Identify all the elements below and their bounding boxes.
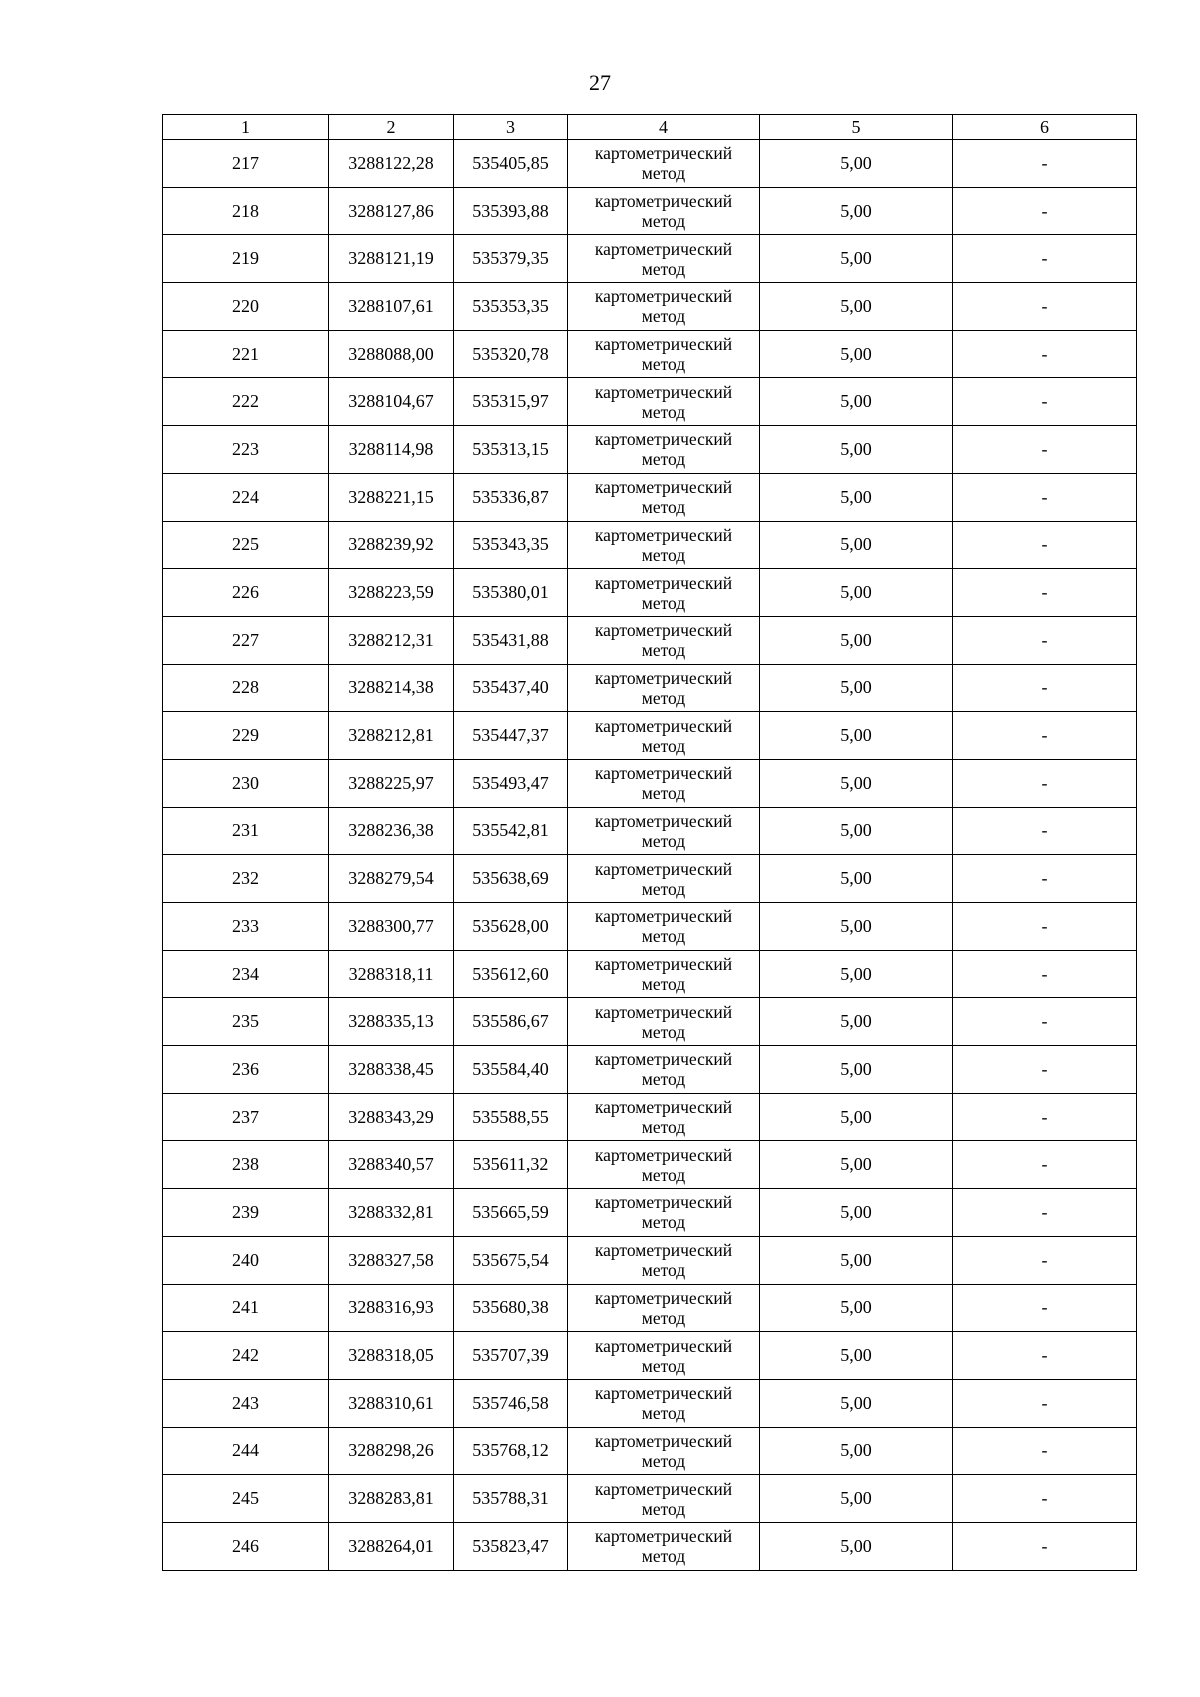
method-line-1: картометрический (594, 1240, 733, 1261)
note-cell: - (953, 1284, 1137, 1332)
accuracy-cell: 5,00 (760, 998, 953, 1046)
y-coordinate-cell: 535542,81 (454, 807, 568, 855)
y-coordinate-cell: 535588,55 (454, 1093, 568, 1141)
note-cell: - (953, 616, 1137, 664)
column-header: 1 (163, 115, 329, 140)
x-coordinate-cell: 3288107,61 (329, 283, 454, 331)
table-row (163, 1046, 1137, 1094)
method-line-1: картометрический (594, 1097, 733, 1118)
method-cell (568, 426, 760, 474)
method-line-1: картометрический (594, 429, 733, 450)
point-number-cell: 219 (163, 235, 329, 283)
y-coordinate-cell: 535707,39 (454, 1332, 568, 1380)
method-line-1: картометрический (594, 620, 733, 641)
point-number-cell: 237 (163, 1093, 329, 1141)
y-coordinate-cell: 535320,78 (454, 330, 568, 378)
method-cell (568, 1236, 760, 1284)
method-cell (568, 1046, 760, 1094)
accuracy-cell: 5,00 (760, 712, 953, 760)
note-cell: - (953, 1236, 1137, 1284)
x-coordinate-cell: 3288127,86 (329, 187, 454, 235)
accuracy-cell: 5,00 (760, 235, 953, 283)
point-number-cell: 224 (163, 473, 329, 521)
method-line-2: метод (641, 544, 686, 565)
point-number-cell: 241 (163, 1284, 329, 1332)
accuracy-cell: 5,00 (760, 759, 953, 807)
note-cell: - (953, 807, 1137, 855)
y-coordinate-cell: 535315,97 (454, 378, 568, 426)
method-line-2: метод (641, 1117, 686, 1138)
point-number-cell: 227 (163, 616, 329, 664)
x-coordinate-cell: 3288212,31 (329, 616, 454, 664)
table-row (163, 1236, 1137, 1284)
point-number-cell: 229 (163, 712, 329, 760)
method-line-2: метод (641, 1069, 686, 1090)
table-row (163, 807, 1137, 855)
x-coordinate-cell: 3288279,54 (329, 855, 454, 903)
method-cell (568, 807, 760, 855)
method-line-1: картометрический (594, 143, 733, 164)
table-row (163, 759, 1137, 807)
method-line-1: картометрический (594, 1478, 733, 1499)
accuracy-cell: 5,00 (760, 521, 953, 569)
x-coordinate-cell: 3288310,61 (329, 1379, 454, 1427)
x-coordinate-cell: 3288338,45 (329, 1046, 454, 1094)
method-line-2: метод (641, 497, 686, 518)
point-number-cell: 223 (163, 426, 329, 474)
method-cell (568, 1189, 760, 1237)
method-line-2: метод (641, 449, 686, 470)
method-line-1: картометрический (594, 1144, 733, 1165)
note-cell: - (953, 140, 1137, 188)
method-line-1: картометрический (594, 1287, 733, 1308)
point-number-cell: 228 (163, 664, 329, 712)
note-cell: - (953, 521, 1137, 569)
method-line-2: метод (641, 1355, 686, 1376)
accuracy-cell: 5,00 (760, 569, 953, 617)
method-line-1: картометрический (594, 667, 733, 688)
method-line-2: метод (641, 1498, 686, 1519)
table-row (163, 1332, 1137, 1380)
method-line-2: метод (641, 830, 686, 851)
y-coordinate-cell: 535586,67 (454, 998, 568, 1046)
point-number-cell: 242 (163, 1332, 329, 1380)
y-coordinate-cell: 535611,32 (454, 1141, 568, 1189)
method-line-1: картометрический (594, 1192, 733, 1213)
y-coordinate-cell: 535379,35 (454, 235, 568, 283)
method-line-1: картометрический (594, 191, 733, 212)
y-coordinate-cell: 535437,40 (454, 664, 568, 712)
point-number-cell: 217 (163, 140, 329, 188)
y-coordinate-cell: 535405,85 (454, 140, 568, 188)
x-coordinate-cell: 3288236,38 (329, 807, 454, 855)
method-line-2: метод (641, 306, 686, 327)
method-line-1: картометрический (594, 1383, 733, 1404)
note-cell: - (953, 426, 1137, 474)
method-cell (568, 664, 760, 712)
accuracy-cell: 5,00 (760, 1427, 953, 1475)
note-cell: - (953, 187, 1137, 235)
point-number-cell: 231 (163, 807, 329, 855)
method-cell (568, 521, 760, 569)
point-number-cell: 246 (163, 1522, 329, 1570)
accuracy-cell: 5,00 (760, 1475, 953, 1523)
method-line-1: картометрический (594, 381, 733, 402)
y-coordinate-cell: 535393,88 (454, 187, 568, 235)
note-cell: - (953, 950, 1137, 998)
note-cell: - (953, 1332, 1137, 1380)
method-line-2: метод (641, 878, 686, 899)
accuracy-cell: 5,00 (760, 330, 953, 378)
method-line-2: метод (641, 163, 686, 184)
accuracy-cell: 5,00 (760, 664, 953, 712)
column-header: 6 (953, 115, 1137, 140)
method-cell (568, 473, 760, 521)
method-line-2: метод (641, 1307, 686, 1328)
point-number-cell: 236 (163, 1046, 329, 1094)
note-cell: - (953, 1427, 1137, 1475)
method-line-2: метод (641, 1164, 686, 1185)
method-cell (568, 1475, 760, 1523)
method-cell (568, 1522, 760, 1570)
accuracy-cell: 5,00 (760, 140, 953, 188)
method-cell (568, 330, 760, 378)
method-line-2: метод (641, 1546, 686, 1567)
method-cell (568, 903, 760, 951)
x-coordinate-cell: 3288318,05 (329, 1332, 454, 1380)
table-row (163, 1189, 1137, 1237)
method-line-1: картометрический (594, 1526, 733, 1547)
point-number-cell: 244 (163, 1427, 329, 1475)
point-number-cell: 240 (163, 1236, 329, 1284)
table-row (163, 1379, 1137, 1427)
method-line-2: метод (641, 258, 686, 279)
accuracy-cell: 5,00 (760, 903, 953, 951)
y-coordinate-cell: 535665,59 (454, 1189, 568, 1237)
y-coordinate-cell: 535584,40 (454, 1046, 568, 1094)
point-number-cell: 235 (163, 998, 329, 1046)
method-cell (568, 998, 760, 1046)
x-coordinate-cell: 3288343,29 (329, 1093, 454, 1141)
note-cell: - (953, 759, 1137, 807)
accuracy-cell: 5,00 (760, 950, 953, 998)
method-line-2: метод (641, 1021, 686, 1042)
note-cell: - (953, 664, 1137, 712)
note-cell: - (953, 283, 1137, 331)
table-row (163, 1093, 1137, 1141)
method-cell (568, 569, 760, 617)
method-line-1: картометрический (594, 477, 733, 498)
method-line-1: картометрический (594, 763, 733, 784)
table-row (163, 1522, 1137, 1570)
method-cell (568, 378, 760, 426)
table-row (163, 950, 1137, 998)
note-cell: - (953, 855, 1137, 903)
method-cell (568, 950, 760, 998)
y-coordinate-cell: 535336,87 (454, 473, 568, 521)
point-number-cell: 222 (163, 378, 329, 426)
y-coordinate-cell: 535380,01 (454, 569, 568, 617)
method-line-1: картометрический (594, 572, 733, 593)
method-line-2: метод (641, 735, 686, 756)
table-body (163, 140, 1137, 1571)
y-coordinate-cell: 535493,47 (454, 759, 568, 807)
y-coordinate-cell: 535823,47 (454, 1522, 568, 1570)
point-number-cell: 245 (163, 1475, 329, 1523)
method-line-1: картометрический (594, 1049, 733, 1070)
table-row (163, 903, 1137, 951)
x-coordinate-cell: 3288316,93 (329, 1284, 454, 1332)
point-number-cell: 225 (163, 521, 329, 569)
accuracy-cell: 5,00 (760, 283, 953, 331)
table-row (163, 235, 1137, 283)
method-cell (568, 1284, 760, 1332)
method-line-1: картометрический (594, 1335, 733, 1356)
note-cell: - (953, 903, 1137, 951)
table-row (163, 1475, 1137, 1523)
point-number-cell: 239 (163, 1189, 329, 1237)
coordinates-table (162, 114, 1137, 1571)
method-line-1: картометрический (594, 954, 733, 975)
point-number-cell: 243 (163, 1379, 329, 1427)
y-coordinate-cell: 535788,31 (454, 1475, 568, 1523)
method-line-2: метод (641, 592, 686, 613)
method-cell (568, 855, 760, 903)
table-row (163, 1284, 1137, 1332)
method-line-2: метод (641, 687, 686, 708)
x-coordinate-cell: 3288114,98 (329, 426, 454, 474)
method-line-1: картометрический (594, 286, 733, 307)
method-cell (568, 616, 760, 664)
table-row (163, 1427, 1137, 1475)
method-cell (568, 1141, 760, 1189)
column-header: 4 (568, 115, 760, 140)
method-line-2: метод (641, 640, 686, 661)
table-row (163, 855, 1137, 903)
accuracy-cell: 5,00 (760, 1236, 953, 1284)
method-line-2: метод (641, 974, 686, 995)
table-row (163, 426, 1137, 474)
method-line-2: метод (641, 1212, 686, 1233)
accuracy-cell: 5,00 (760, 426, 953, 474)
note-cell: - (953, 1475, 1137, 1523)
method-cell (568, 759, 760, 807)
method-cell (568, 1332, 760, 1380)
table-row (163, 998, 1137, 1046)
method-line-1: картометрический (594, 238, 733, 259)
accuracy-cell: 5,00 (760, 807, 953, 855)
x-coordinate-cell: 3288318,11 (329, 950, 454, 998)
method-cell (568, 235, 760, 283)
y-coordinate-cell: 535768,12 (454, 1427, 568, 1475)
x-coordinate-cell: 3288225,97 (329, 759, 454, 807)
point-number-cell: 220 (163, 283, 329, 331)
note-cell: - (953, 1189, 1137, 1237)
y-coordinate-cell: 535612,60 (454, 950, 568, 998)
point-number-cell: 238 (163, 1141, 329, 1189)
accuracy-cell: 5,00 (760, 616, 953, 664)
table-row (163, 140, 1137, 188)
note-cell: - (953, 330, 1137, 378)
accuracy-cell: 5,00 (760, 1189, 953, 1237)
method-cell (568, 1379, 760, 1427)
method-line-2: метод (641, 354, 686, 375)
method-line-1: картометрический (594, 524, 733, 545)
point-number-cell: 234 (163, 950, 329, 998)
table-row (163, 521, 1137, 569)
method-cell (568, 1427, 760, 1475)
method-line-1: картометрический (594, 334, 733, 355)
point-number-cell: 233 (163, 903, 329, 951)
note-cell: - (953, 1141, 1137, 1189)
method-line-2: метод (641, 211, 686, 232)
method-line-1: картометрический (594, 1430, 733, 1451)
x-coordinate-cell: 3288283,81 (329, 1475, 454, 1523)
accuracy-cell: 5,00 (760, 1046, 953, 1094)
note-cell: - (953, 569, 1137, 617)
page-number: 27 (589, 70, 611, 95)
x-coordinate-cell: 3288221,15 (329, 473, 454, 521)
x-coordinate-cell: 3288121,19 (329, 235, 454, 283)
table-row (163, 1141, 1137, 1189)
method-line-2: метод (641, 1450, 686, 1471)
method-cell (568, 187, 760, 235)
note-cell: - (953, 1379, 1137, 1427)
x-coordinate-cell: 3288088,00 (329, 330, 454, 378)
y-coordinate-cell: 535353,35 (454, 283, 568, 331)
header-row (163, 115, 1137, 140)
accuracy-cell: 5,00 (760, 187, 953, 235)
point-number-cell: 230 (163, 759, 329, 807)
method-cell (568, 283, 760, 331)
y-coordinate-cell: 535313,15 (454, 426, 568, 474)
note-cell: - (953, 1046, 1137, 1094)
y-coordinate-cell: 535638,69 (454, 855, 568, 903)
method-line-1: картометрический (594, 810, 733, 831)
accuracy-cell: 5,00 (760, 378, 953, 426)
accuracy-cell: 5,00 (760, 1141, 953, 1189)
column-header: 5 (760, 115, 953, 140)
table-row (163, 473, 1137, 521)
x-coordinate-cell: 3288122,28 (329, 140, 454, 188)
method-line-2: метод (641, 783, 686, 804)
point-number-cell: 221 (163, 330, 329, 378)
note-cell: - (953, 235, 1137, 283)
note-cell: - (953, 1093, 1137, 1141)
note-cell: - (953, 378, 1137, 426)
note-cell: - (953, 473, 1137, 521)
table-row (163, 378, 1137, 426)
table-row (163, 712, 1137, 760)
accuracy-cell: 5,00 (760, 473, 953, 521)
table-row (163, 187, 1137, 235)
point-number-cell: 226 (163, 569, 329, 617)
x-coordinate-cell: 3288223,59 (329, 569, 454, 617)
x-coordinate-cell: 3288264,01 (329, 1522, 454, 1570)
table-row (163, 664, 1137, 712)
x-coordinate-cell: 3288300,77 (329, 903, 454, 951)
method-line-2: метод (641, 926, 686, 947)
x-coordinate-cell: 3288327,58 (329, 1236, 454, 1284)
method-line-2: метод (641, 401, 686, 422)
x-coordinate-cell: 3288332,81 (329, 1189, 454, 1237)
table-row (163, 569, 1137, 617)
x-coordinate-cell: 3288335,13 (329, 998, 454, 1046)
accuracy-cell: 5,00 (760, 1093, 953, 1141)
accuracy-cell: 5,00 (760, 1379, 953, 1427)
x-coordinate-cell: 3288239,92 (329, 521, 454, 569)
x-coordinate-cell: 3288214,38 (329, 664, 454, 712)
note-cell: - (953, 712, 1137, 760)
x-coordinate-cell: 3288298,26 (329, 1427, 454, 1475)
x-coordinate-cell: 3288212,81 (329, 712, 454, 760)
method-line-1: картометрический (594, 715, 733, 736)
point-number-cell: 232 (163, 855, 329, 903)
table-row (163, 283, 1137, 331)
note-cell: - (953, 1522, 1137, 1570)
y-coordinate-cell: 535675,54 (454, 1236, 568, 1284)
method-cell (568, 1093, 760, 1141)
column-header: 3 (454, 115, 568, 140)
method-line-1: картометрический (594, 1001, 733, 1022)
method-line-1: картометрический (594, 906, 733, 927)
note-cell: - (953, 998, 1137, 1046)
accuracy-cell: 5,00 (760, 855, 953, 903)
point-number-cell: 218 (163, 187, 329, 235)
y-coordinate-cell: 535746,58 (454, 1379, 568, 1427)
y-coordinate-cell: 535680,38 (454, 1284, 568, 1332)
y-coordinate-cell: 535431,88 (454, 616, 568, 664)
y-coordinate-cell: 535343,35 (454, 521, 568, 569)
method-line-2: метод (641, 1403, 686, 1424)
method-cell (568, 712, 760, 760)
accuracy-cell: 5,00 (760, 1332, 953, 1380)
method-cell (568, 140, 760, 188)
column-header: 2 (329, 115, 454, 140)
method-line-1: картометрический (594, 858, 733, 879)
y-coordinate-cell: 535628,00 (454, 903, 568, 951)
y-coordinate-cell: 535447,37 (454, 712, 568, 760)
method-line-2: метод (641, 1260, 686, 1281)
accuracy-cell: 5,00 (760, 1284, 953, 1332)
x-coordinate-cell: 3288104,67 (329, 378, 454, 426)
x-coordinate-cell: 3288340,57 (329, 1141, 454, 1189)
accuracy-cell: 5,00 (760, 1522, 953, 1570)
table-row (163, 330, 1137, 378)
table-row (163, 616, 1137, 664)
